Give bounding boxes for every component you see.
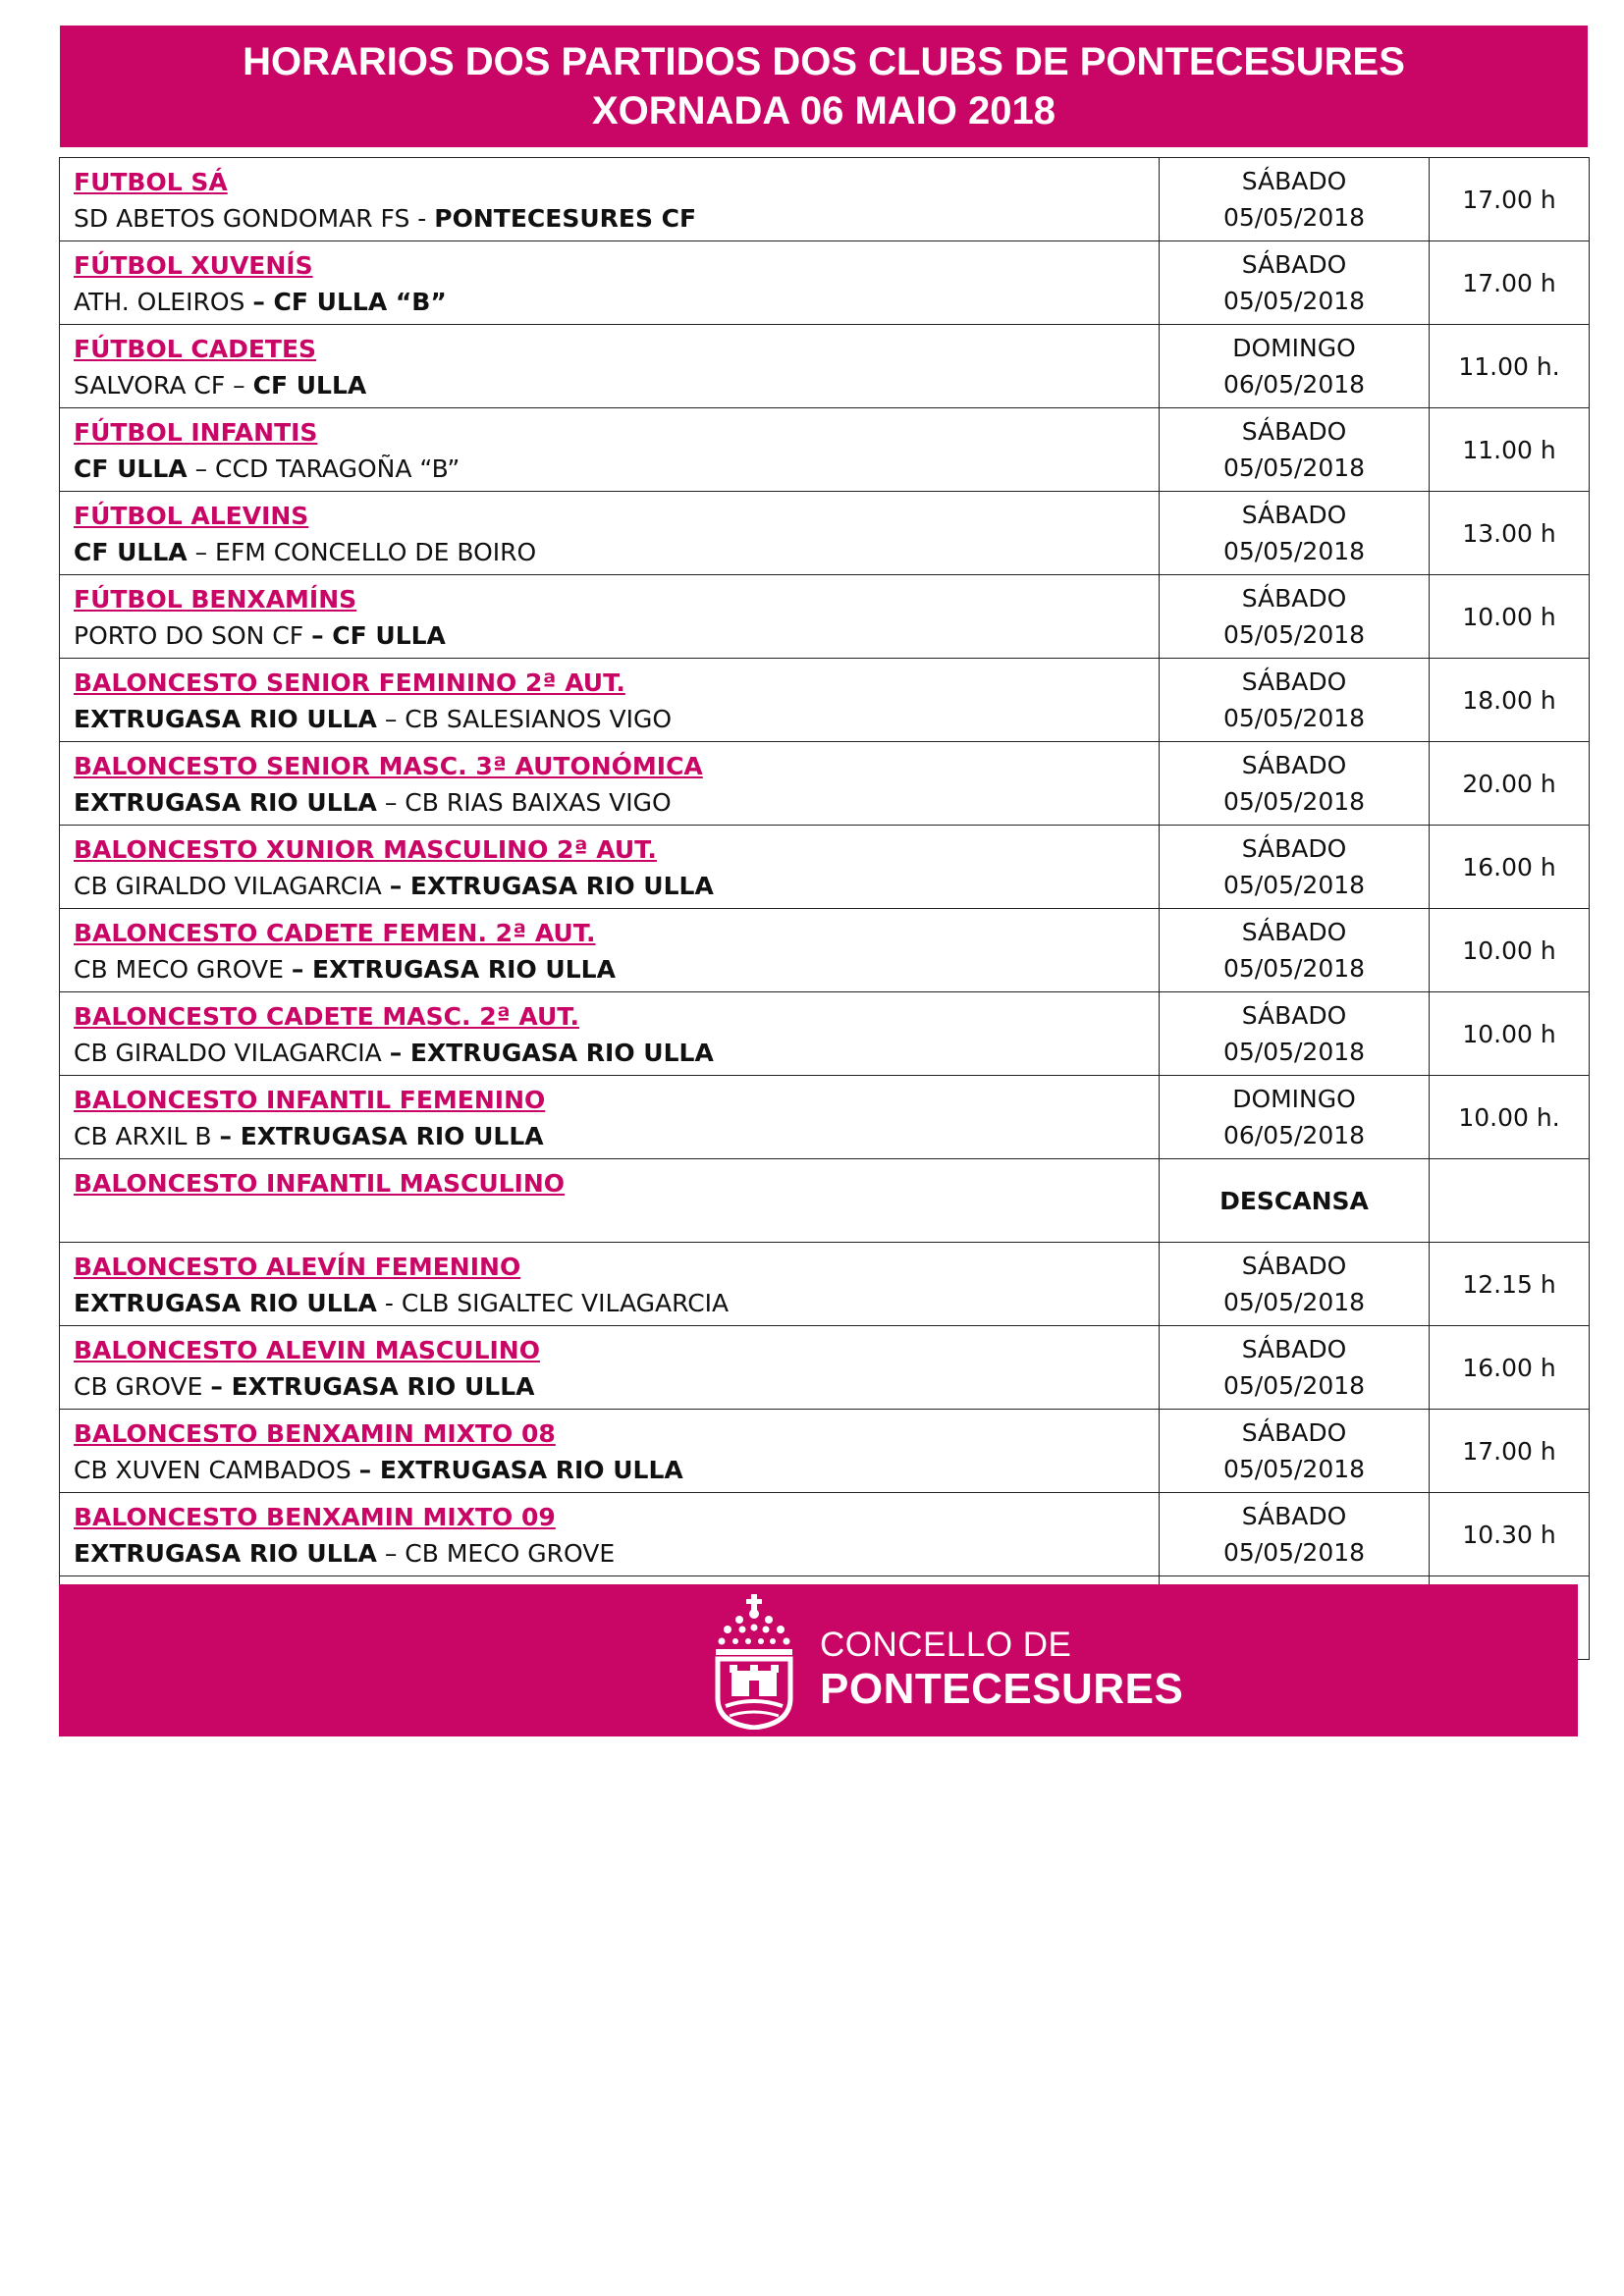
match-date: 05/05/2018: [1222, 1455, 1366, 1483]
team-name: SD ABETOS GONDOMAR FS -: [74, 204, 435, 233]
match-day-cell: [1160, 1076, 1430, 1159]
teams-line: [74, 1201, 1159, 1238]
weekday: DOMINGO: [1232, 1085, 1356, 1113]
team-name: CB MECO GROVE: [74, 955, 292, 984]
match-info-cell: [60, 1326, 1160, 1410]
team-name-home-club: – EXTRUGASA RIO ULLA: [210, 1372, 535, 1401]
team-name: – CCD TARAGOÑA “B”: [187, 454, 460, 483]
match-date: 05/05/2018: [1222, 454, 1366, 482]
match-info-cell: [60, 909, 1160, 992]
team-name: CB ARXIL B: [74, 1122, 220, 1150]
match-day-cell: [1160, 1410, 1430, 1493]
match-info-cell: [60, 1493, 1160, 1576]
match-date: 05/05/2018: [1222, 1371, 1366, 1400]
match-row: [60, 1326, 1590, 1410]
team-name: – CB SALESIANOS VIGO: [376, 705, 673, 733]
team-name-home-club: CF ULLA: [74, 538, 188, 566]
match-day-cell: [1160, 659, 1430, 742]
match-row: [60, 659, 1590, 742]
match-row: [60, 1076, 1590, 1159]
teams-line: [74, 367, 1159, 403]
match-row: [60, 909, 1590, 992]
match-date: 05/05/2018: [1222, 787, 1366, 816]
match-info-cell: [60, 1410, 1160, 1493]
match-info-cell: [60, 575, 1160, 659]
teams-line: [74, 701, 1159, 737]
match-day-cell: [1160, 992, 1430, 1076]
schedule-body: [60, 158, 1590, 1660]
match-info-cell: [60, 325, 1160, 408]
teams-line: [74, 284, 1159, 320]
match-time: 20.00 h: [1430, 742, 1590, 826]
category-link[interactable]: BALONCESTO CADETE FEMEN. 2ª AUT.: [74, 919, 596, 947]
header-title: HORARIOS DOS PARTIDOS DOS CLUBS DE PONTECESURES: [243, 40, 1405, 83]
team-name-home-club: – EXTRUGASA RIO ULLA: [291, 955, 616, 984]
match-date: 05/05/2018: [1222, 954, 1366, 983]
team-name: SALVORA CF –: [74, 371, 253, 400]
team-name: CB XUVEN CAMBADOS: [74, 1456, 359, 1484]
team-name-home-club: EXTRUGASA RIO ULLA: [74, 1539, 377, 1568]
weekday: SÁBADO: [1241, 417, 1347, 446]
weekday: SÁBADO: [1241, 250, 1347, 279]
match-day-cell: [1160, 909, 1430, 992]
team-name-home-club: CF ULLA: [74, 454, 188, 483]
match-day-cell: [1160, 1493, 1430, 1576]
weekday: SÁBADO: [1241, 751, 1347, 779]
match-time: 10.00 h: [1430, 909, 1590, 992]
match-time: 17.00 h: [1430, 241, 1590, 325]
match-time: 17.00 h: [1430, 1410, 1590, 1493]
match-info-cell: [60, 158, 1160, 241]
match-time: 10.00 h: [1430, 575, 1590, 659]
match-time: 16.00 h: [1430, 1326, 1590, 1410]
match-time: 17.00 h: [1430, 158, 1590, 241]
match-info-cell: [60, 742, 1160, 826]
weekday: SÁBADO: [1241, 1502, 1347, 1530]
rest-label: DESCANSA: [1219, 1186, 1369, 1215]
match-date: 05/05/2018: [1222, 620, 1366, 649]
teams-line: [74, 617, 1159, 654]
match-date: 05/05/2018: [1222, 704, 1366, 732]
municipal-crest-icon: [712, 1592, 796, 1730]
category-link[interactable]: BALONCESTO INFANTIL FEMENINO: [74, 1086, 546, 1114]
weekday: SÁBADO: [1241, 584, 1347, 613]
team-name-home-club: – EXTRUGASA RIO ULLA: [358, 1456, 683, 1484]
team-name-home-club: – CF ULLA “B”: [252, 288, 447, 316]
match-row: [60, 241, 1590, 325]
council-label: CONCELLO DE: [820, 1626, 1072, 1664]
teams-line: [74, 1035, 1159, 1071]
team-name: – EFM CONCELLO DE BOIRO: [187, 538, 537, 566]
schedule-table: [59, 157, 1590, 1660]
teams-line: [74, 868, 1159, 904]
team-name-home-club: EXTRUGASA RIO ULLA: [74, 1289, 377, 1317]
match-day-cell: [1160, 158, 1430, 241]
weekday: SÁBADO: [1241, 834, 1347, 863]
match-date: 05/05/2018: [1222, 871, 1366, 899]
team-name-home-club: CF ULLA: [252, 371, 367, 400]
match-date: 06/05/2018: [1222, 370, 1366, 399]
match-time: 13.00 h: [1430, 492, 1590, 575]
team-name-home-club: – EXTRUGASA RIO ULLA: [389, 1039, 714, 1067]
match-day-cell: [1160, 742, 1430, 826]
match-row: [60, 992, 1590, 1076]
weekday: SÁBADO: [1241, 501, 1347, 529]
match-day-cell: [1160, 1326, 1430, 1410]
category-link[interactable]: BALONCESTO ALEVÍN FEMENINO: [74, 1253, 521, 1281]
team-name: CB GIRALDO VILAGARCIA: [74, 872, 390, 900]
match-day-cell: [1160, 826, 1430, 909]
match-info-cell: [60, 1076, 1160, 1159]
weekday: SÁBADO: [1241, 667, 1347, 696]
match-row: [60, 492, 1590, 575]
weekday: SÁBADO: [1241, 918, 1347, 946]
match-date: 06/05/2018: [1222, 1121, 1366, 1149]
match-time: 11.00 h.: [1430, 325, 1590, 408]
weekday: SÁBADO: [1241, 1001, 1347, 1030]
weekday: SÁBADO: [1241, 1418, 1347, 1447]
category-link[interactable]: FÚTBOL BENXAMÍNS: [74, 585, 357, 614]
match-info-cell: [60, 1159, 1160, 1243]
category-link[interactable]: FÚTBOL ALEVINS: [74, 502, 309, 530]
match-row: [60, 1159, 1590, 1243]
category-link[interactable]: FÚTBOL INFANTIS: [74, 418, 318, 447]
team-name: CB GROVE: [74, 1372, 211, 1401]
match-row: [60, 1493, 1590, 1576]
match-time: [1430, 1159, 1590, 1243]
category-link[interactable]: BALONCESTO CADETE MASC. 2ª AUT.: [74, 1002, 580, 1031]
match-info-cell: [60, 992, 1160, 1076]
teams-line: [74, 451, 1159, 487]
team-name-home-club: PONTECESURES CF: [434, 204, 697, 233]
page-header: [60, 26, 1588, 147]
match-time: 10.00 h: [1430, 992, 1590, 1076]
match-time: 11.00 h: [1430, 408, 1590, 492]
teams-line: [74, 1452, 1159, 1488]
team-name-home-club: – EXTRUGASA RIO ULLA: [219, 1122, 544, 1150]
match-date: 05/05/2018: [1222, 1288, 1366, 1316]
teams-line: [74, 1285, 1159, 1321]
match-day-cell: [1160, 1159, 1430, 1243]
teams-line: [74, 784, 1159, 821]
match-row: [60, 1243, 1590, 1326]
team-name: PORTO DO SON CF: [74, 621, 312, 650]
match-day-cell: [1160, 575, 1430, 659]
match-info-cell: [60, 241, 1160, 325]
match-row: [60, 575, 1590, 659]
weekday: SÁBADO: [1241, 167, 1347, 195]
match-row: [60, 325, 1590, 408]
match-time: 18.00 h: [1430, 659, 1590, 742]
team-name-home-club: EXTRUGASA RIO ULLA: [74, 705, 377, 733]
match-row: [60, 1410, 1590, 1493]
match-time: 10.30 h: [1430, 1493, 1590, 1576]
weekday: DOMINGO: [1232, 334, 1356, 362]
match-info-cell: [60, 659, 1160, 742]
team-name: – CB MECO GROVE: [376, 1539, 616, 1568]
team-name-home-club: – CF ULLA: [311, 621, 446, 650]
teams-line: [74, 1535, 1159, 1572]
match-date: 05/05/2018: [1222, 203, 1366, 232]
weekday: SÁBADO: [1241, 1252, 1347, 1280]
category-link[interactable]: BALONCESTO SENIOR FEMININO 2ª AUT.: [74, 668, 625, 697]
match-date: 05/05/2018: [1222, 1038, 1366, 1066]
match-info-cell: [60, 826, 1160, 909]
match-time: 12.15 h: [1430, 1243, 1590, 1326]
team-name-home-club: EXTRUGASA RIO ULLA: [74, 788, 377, 817]
match-date: 05/05/2018: [1222, 537, 1366, 565]
category-link[interactable]: BALONCESTO BENXAMIN MIXTO 08: [74, 1419, 556, 1448]
match-row: [60, 408, 1590, 492]
category-link[interactable]: FÚTBOL CADETES: [74, 335, 317, 363]
match-row: [60, 742, 1590, 826]
team-name: ATH. OLEIROS: [74, 288, 253, 316]
category-link[interactable]: FUTBOL SÁ: [74, 168, 228, 196]
team-name: - CLB SIGALTEC VILAGARCIA: [376, 1289, 730, 1317]
match-day-cell: [1160, 408, 1430, 492]
match-day-cell: [1160, 325, 1430, 408]
category-link[interactable]: BALONCESTO ALEVIN MASCULINO: [74, 1336, 540, 1364]
teams-line: [74, 951, 1159, 988]
team-name-home-club: – EXTRUGASA RIO ULLA: [389, 872, 714, 900]
team-name: – CB RIAS BAIXAS VIGO: [376, 788, 672, 817]
weekday: SÁBADO: [1241, 1335, 1347, 1363]
match-info-cell: [60, 1243, 1160, 1326]
match-time: 16.00 h: [1430, 826, 1590, 909]
header-subtitle: XORNADA 06 MAIO 2018: [592, 89, 1056, 133]
teams-line: [74, 200, 1159, 237]
match-info-cell: [60, 408, 1160, 492]
category-link[interactable]: FÚTBOL XUVENÍS: [74, 251, 313, 280]
category-link[interactable]: BALONCESTO SENIOR MASC. 3ª AUTONÓMICA: [74, 752, 703, 780]
footer-banner: [59, 1584, 1578, 1736]
match-date: 05/05/2018: [1222, 1538, 1366, 1567]
team-name: CB GIRALDO VILAGARCIA: [74, 1039, 390, 1067]
council-name: PONTECESURES: [820, 1665, 1184, 1713]
teams-line: [74, 1368, 1159, 1405]
match-day-cell: [1160, 1243, 1430, 1326]
match-row: [60, 158, 1590, 241]
match-day-cell: [1160, 241, 1430, 325]
category-link[interactable]: BALONCESTO BENXAMIN MIXTO 09: [74, 1503, 556, 1531]
match-day-cell: [1160, 492, 1430, 575]
category-link[interactable]: BALONCESTO XUNIOR MASCULINO 2ª AUT.: [74, 835, 657, 864]
category-link[interactable]: BALONCESTO INFANTIL MASCULINO: [74, 1169, 566, 1198]
match-row: [60, 826, 1590, 909]
teams-line: [74, 1118, 1159, 1154]
match-info-cell: [60, 492, 1160, 575]
match-date: 05/05/2018: [1222, 287, 1366, 315]
teams-line: [74, 534, 1159, 570]
council-brand: [820, 1626, 1183, 1714]
match-time: 10.00 h.: [1430, 1076, 1590, 1159]
